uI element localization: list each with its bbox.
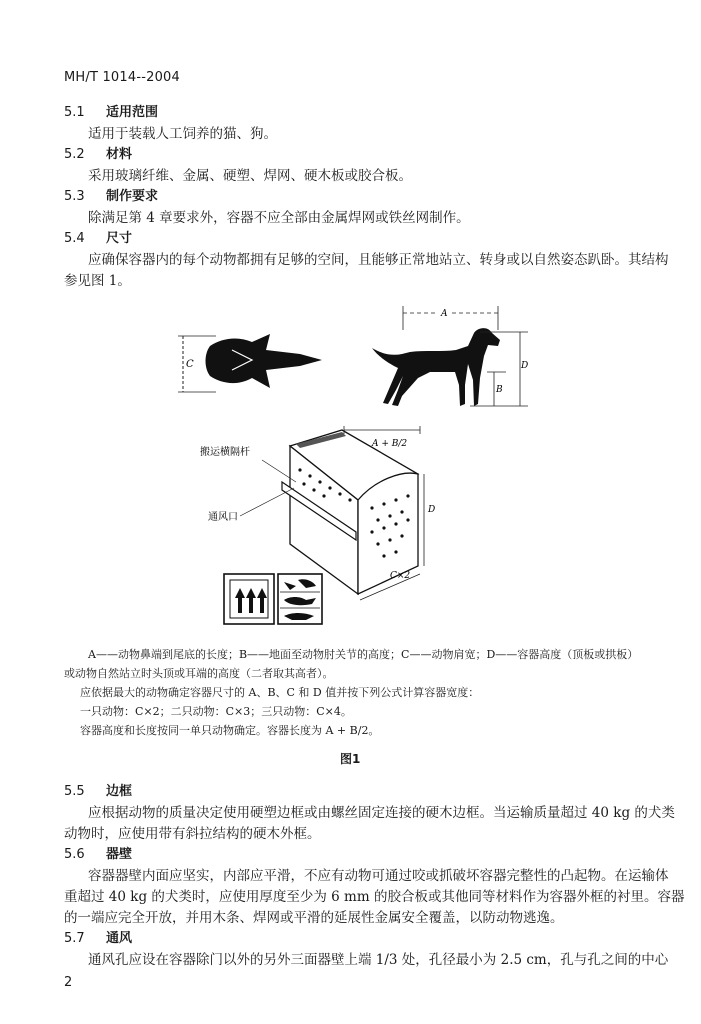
paragraph: 通风孔应设在容器除门以外的另外三面器壁上端 1/3 处，孔径最小为 2.5 cm，孔与孔之间的中心 bbox=[88, 952, 669, 968]
caption-line: A——动物鼻端到尾底的长度；B——地面至动物肘关节的高度；C——动物肩宽；D——容器高度（顶板或拱板） bbox=[88, 648, 639, 661]
section-title: 通风 bbox=[106, 931, 133, 946]
section-title: 材料 bbox=[106, 147, 133, 162]
section-number: 5.5 bbox=[64, 784, 85, 799]
caption-line: 一只动物：C×2；二只动物：C×3；三只动物：C×4。 bbox=[80, 705, 352, 718]
label-a-plus-b2: A + B/2 bbox=[372, 439, 408, 449]
section-number: 5.6 bbox=[64, 847, 85, 862]
section-number: 5.1 bbox=[64, 105, 85, 120]
section-number: 5.3 bbox=[64, 189, 85, 204]
paragraph: 应根据动物的质量决定使用硬塑边框或由螺丝固定连接的硬木边框。当运输质量超过 40 kg 的犬类 bbox=[88, 805, 675, 821]
label-d-dog: D bbox=[521, 361, 529, 371]
section-title: 尺寸 bbox=[106, 231, 133, 246]
label-handle: 搬运横隔杆 bbox=[200, 447, 250, 458]
section-title: 边框 bbox=[106, 784, 133, 799]
section-heading-5-6 bbox=[64, 843, 132, 862]
animal-top-view bbox=[178, 334, 322, 392]
paragraph: 除满足第 4 章要求外，容器不应全部由金属焊网或铁丝网制作。 bbox=[88, 210, 470, 226]
section-number: 5.7 bbox=[64, 931, 85, 946]
section-number: 5.4 bbox=[64, 231, 85, 246]
label-vent: 通风口 bbox=[208, 512, 238, 523]
section-title: 器壁 bbox=[106, 847, 133, 862]
figure-title: 图1 bbox=[340, 752, 361, 766]
page-number: 2 bbox=[64, 975, 73, 990]
caption-line: 应依据最大的动物确定容器尺寸的 A、B、C 和 D 值并按下列公式计算容器宽度： bbox=[80, 686, 480, 699]
paragraph: 容器器壁内面应坚实，内部应平滑，不应有动物可通过咬或抓破坏容器完整性的凸起物。在运输体 bbox=[88, 868, 669, 884]
paragraph: 重超过 40 kg 的犬类时，应使用厚度至少为 6 mm 的胶合板或其他同等材料作为容器外框的衬里。容器 bbox=[64, 889, 685, 905]
section-title: 制作要求 bbox=[106, 189, 159, 204]
section-heading-5-7 bbox=[64, 927, 132, 946]
section-number: 5.2 bbox=[64, 147, 85, 162]
section-heading-5-5 bbox=[64, 780, 132, 799]
paragraph: 采用玻璃纤维、金属、硬塑、焊网、硬木板或胶合板。 bbox=[88, 168, 412, 184]
dog-side-view bbox=[372, 306, 528, 406]
label-d-crate: D bbox=[428, 505, 436, 515]
paragraph: 参见图 1。 bbox=[64, 273, 131, 289]
paragraph: 动物时，应使用带有斜拉结构的硬木外框。 bbox=[64, 826, 321, 842]
caption-line: 容器高度和长度按同一单只动物确定。容器长度为 A + B/2。 bbox=[80, 724, 380, 737]
standard-id: MH/T 1014--2004 bbox=[64, 70, 180, 85]
label-cx2: C×2 bbox=[390, 571, 411, 581]
label-c-top: C bbox=[186, 359, 194, 370]
paragraph: 适用于装载人工饲养的猫、狗。 bbox=[88, 126, 277, 142]
paragraph: 应确保容器内的每个动物都拥有足够的空间，且能够正常地站立、转身或以自然姿态趴卧。其结构 bbox=[88, 252, 669, 268]
section-title: 适用范围 bbox=[106, 105, 159, 120]
paragraph: 的一端应完全开放，并用木条、焊网或平滑的延展性金属安全覆盖，以防动物逃逸。 bbox=[64, 910, 564, 926]
this-way-up-label bbox=[224, 574, 274, 624]
live-animals-label bbox=[278, 574, 322, 624]
label-a: A bbox=[441, 309, 448, 319]
label-b: B bbox=[496, 385, 503, 395]
caption-line: 或动物自然站立时头顶或耳端的高度（二者取其高者）。 bbox=[64, 667, 334, 680]
